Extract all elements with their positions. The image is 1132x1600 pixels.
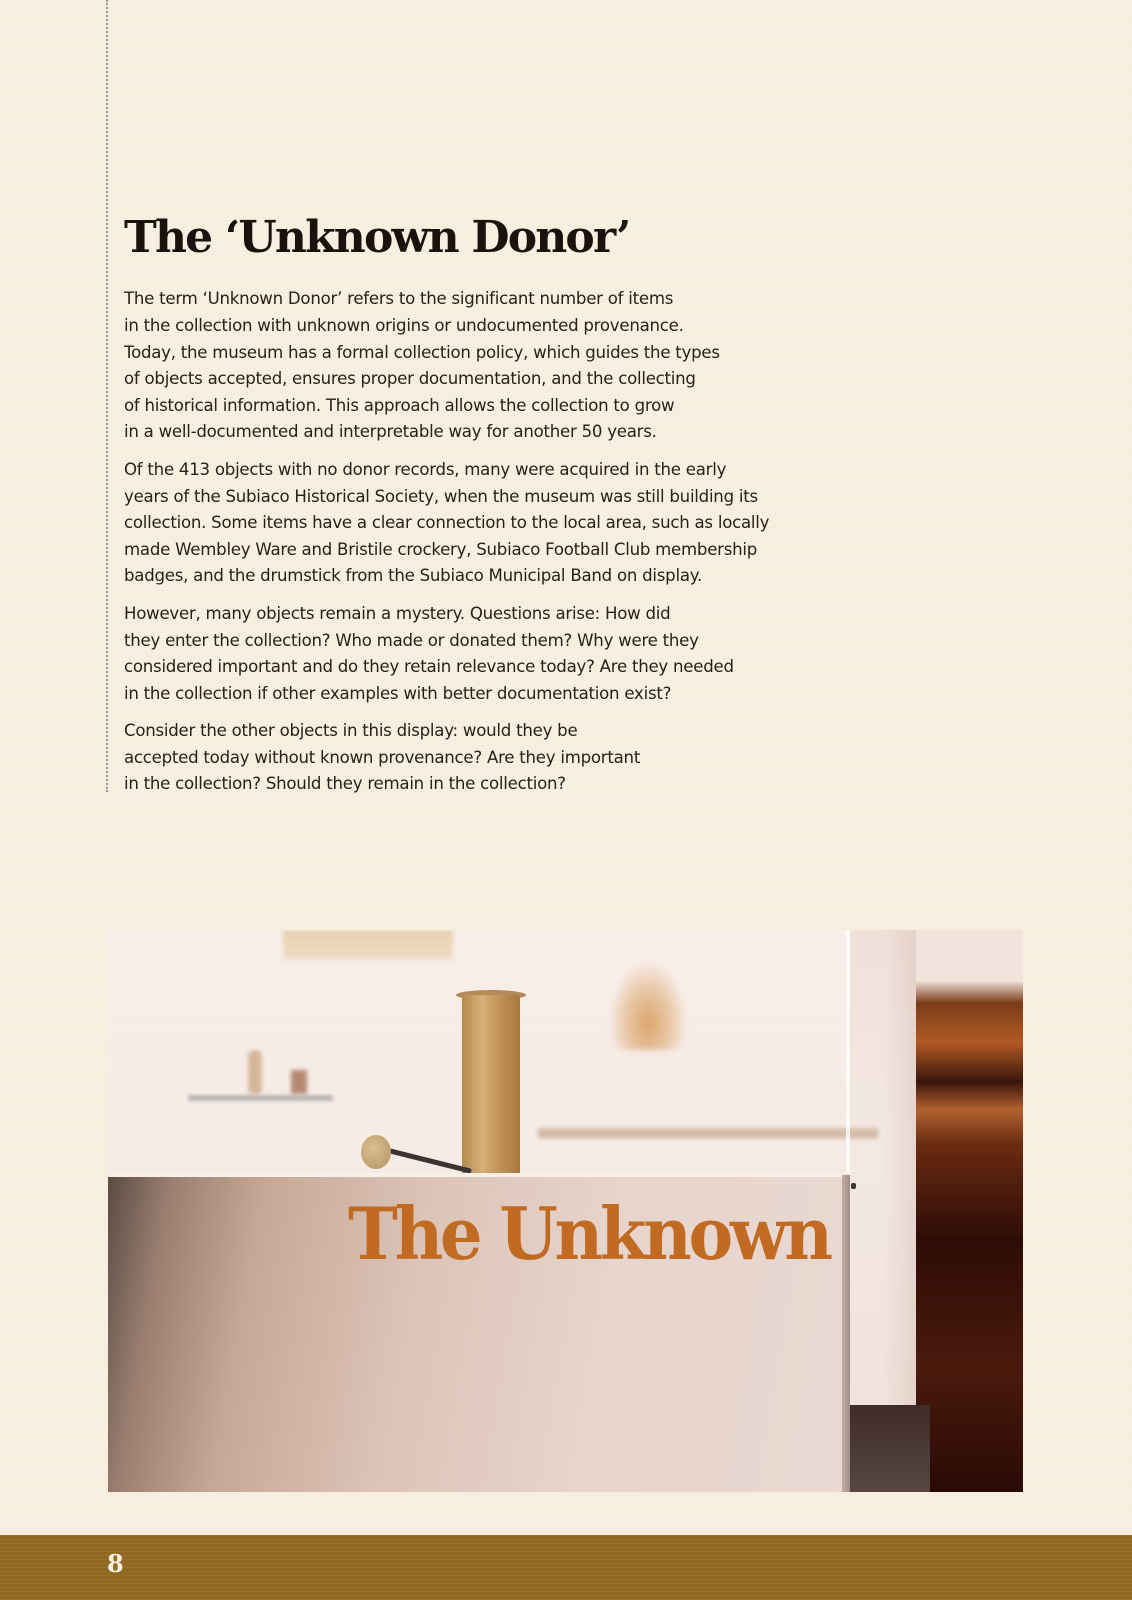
photo-wooden-cabinet xyxy=(916,930,1023,1492)
article-unknown-donor xyxy=(124,214,824,809)
paragraph-line: Of the 413 objects with no donor records, many were acquired in the early xyxy=(124,459,727,479)
paragraph-line: made Wembley Ware and Bristile crockery, Subiaco Football Club membership xyxy=(124,539,758,559)
paragraph-line: The term ‘Unknown Donor’ refers to the significant number of items xyxy=(124,289,674,309)
photo-tin xyxy=(291,1070,307,1094)
paragraph-line: accepted today without known provenance? Are they important xyxy=(124,747,641,767)
paragraph-line: Today, the museum has a formal collection policy, which guides the types xyxy=(124,342,720,362)
article-title: The ‘Unknown Donor’ xyxy=(124,212,630,263)
photo-floor xyxy=(850,1405,930,1492)
photo-sign-text: The Unknown xyxy=(348,1191,830,1276)
photo-blurred-letter xyxy=(608,960,688,1050)
paragraph-line: in the collection? Should they remain in the collection? xyxy=(124,774,566,794)
paragraph-3 xyxy=(124,601,824,707)
photo-drumstick-head xyxy=(361,1135,391,1169)
photo-brass-vase xyxy=(462,995,520,1173)
photo-rail xyxy=(538,1128,878,1138)
paragraph-line: in the collection with unknown origins or undocumented provenance. xyxy=(124,315,684,335)
paragraph-line: in a well-documented and interpretable way for another 50 years. xyxy=(124,422,657,442)
photo-blurred-object xyxy=(283,930,453,960)
paragraph-line: However, many objects remain a mystery. Questions arise: How did xyxy=(124,603,671,623)
photo-small-shelf xyxy=(188,1095,333,1101)
photo-panel-edge xyxy=(842,1175,850,1492)
paragraph-2 xyxy=(124,457,824,590)
margin-dotted-rule xyxy=(106,0,108,792)
paragraph-line: in the collection if other examples with better documentation exist? xyxy=(124,683,672,703)
paragraph-line: considered important and do they retain relevance today? Are they needed xyxy=(124,657,734,677)
paragraph-4 xyxy=(124,718,824,798)
photo-panel-knob xyxy=(851,1183,856,1189)
paragraph-1 xyxy=(124,286,824,446)
display-photo xyxy=(108,930,1023,1492)
paragraph-line: Consider the other objects in this display: would they be xyxy=(124,721,578,741)
photo-figurine xyxy=(248,1050,262,1095)
paragraph-line: of objects accepted, ensures proper documentation, and the collecting xyxy=(124,369,696,389)
paragraph-line: they enter the collection? Who made or donated them? Why were they xyxy=(124,630,699,650)
paragraph-line: of historical information. This approach allows the collection to grow xyxy=(124,395,675,415)
photo-glass-edge xyxy=(846,930,850,1175)
paragraph-line: years of the Subiaco Historical Society, when the museum was still building its xyxy=(124,486,758,506)
page-number: 8 xyxy=(107,1549,124,1578)
paragraph-line: collection. Some items have a clear connection to the local area, such as locally xyxy=(124,513,770,533)
paragraph-line: badges, and the drumstick from the Subiaco Municipal Band on display. xyxy=(124,566,702,586)
footer-bar xyxy=(0,1535,1132,1600)
photo-panel-top xyxy=(108,1173,850,1177)
